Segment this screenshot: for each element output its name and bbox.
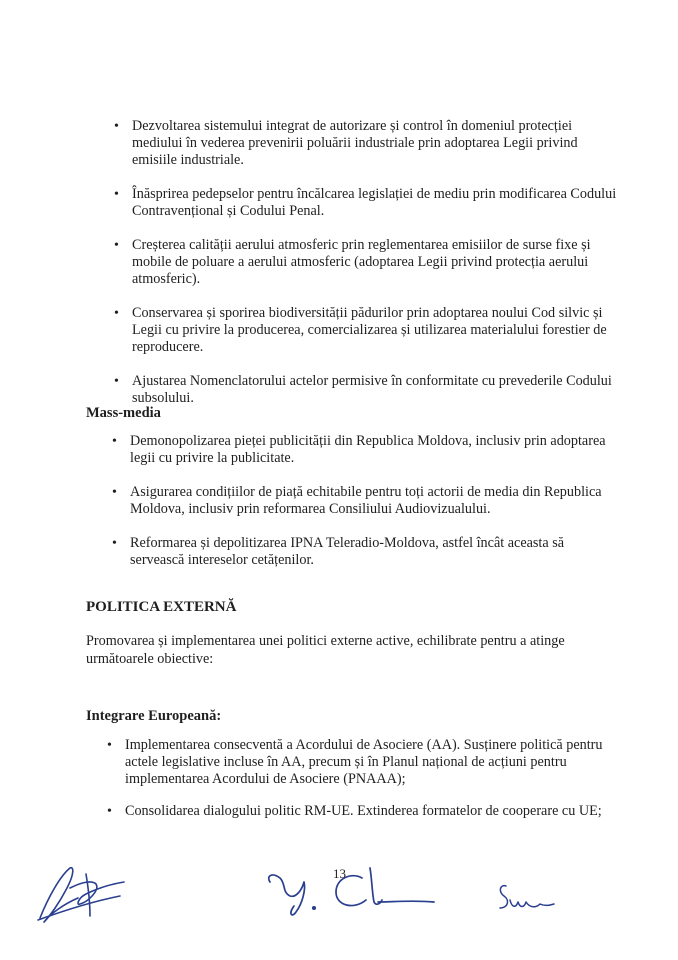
signature-middle [262, 862, 437, 922]
list-item: • Reformarea și depolitizarea IPNA Teleradio-Moldova, astfel încât aceasta să servească intereselor cetățenilor. [130, 535, 620, 569]
section-heading-foreign-policy: POLITICA EXTERNĂ [86, 599, 237, 615]
list-item: • Conservarea și sporirea biodiversității pădurilor prin adoptarea noului Cod silvic și Legii cu privire la producerea, comercializarea și utilizarea materialului forestier de reproducere. [132, 305, 618, 356]
page-number: 13 [333, 866, 346, 881]
european-integration-list [125, 737, 625, 835]
signature-right [494, 878, 556, 918]
signature-left [30, 858, 130, 930]
list-item: • Creșterea calității aerului atmosferic prin reglementarea emisiilor de surse fixe și mobile de poluare a aerului atmosferic (adoptarea Legii privind protecția aerului atmosferic). [132, 237, 618, 288]
list-item: • Înăsprirea pedepselor pentru încălcarea legislației de mediu prin modificarea Codului Contravențional și Codului Penal. [132, 186, 618, 220]
foreign-policy-intro: Promovarea și implementarea unei politici externe active, echilibrate pentru a atinge următoarele obiective: [86, 633, 565, 667]
list-item: • Implementarea consecventă a Acordului de Asociere (AA). Susținere politică pentru actele legislative incluse în AA, precum și în Planul național de acțiuni pentru implementarea Acordului de Asociere (PNAAA); [125, 737, 625, 788]
mass-media-list [130, 433, 620, 586]
list-item: • Asigurarea condițiilor de piață echitabile pentru toți actorii de media din Republica Moldova, inclusiv prin reformarea Consiliului Audiovizualului. [130, 484, 620, 518]
section-heading-mass-media: Mass-media [86, 405, 161, 421]
section-heading-european-integration: Integrare Europeană: [86, 708, 222, 724]
list-item: • Dezvoltarea sistemului integrat de autorizare și control în domeniul protecției mediului în vederea prevenirii poluării industriale prin adoptarea Legii privind emisiile industriale. [132, 118, 618, 169]
environment-list [132, 118, 618, 424]
list-item: • Ajustarea Nomenclatorului actelor permisive în conformitate cu prevederile Codului subsolului. [132, 373, 618, 407]
list-item: • Consolidarea dialogului politic RM-UE. Extinderea formatelor de cooperare cu UE; [125, 803, 625, 820]
list-item: • Demonopolizarea pieței publicității din Republica Moldova, inclusiv prin adoptarea legii cu privire la publicitate. [130, 433, 620, 467]
